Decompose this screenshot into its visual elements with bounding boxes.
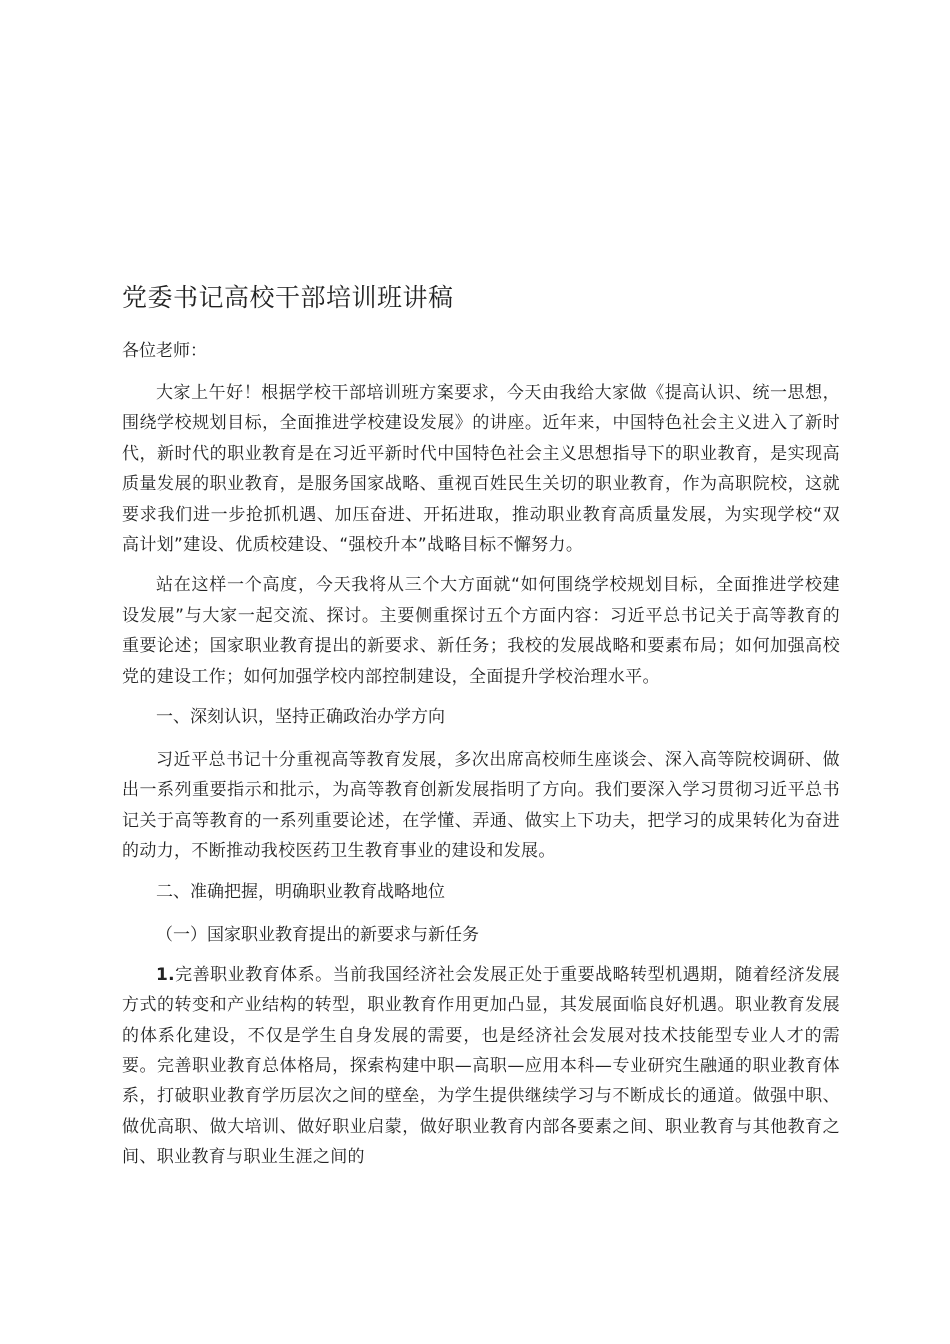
document-body [122, 280, 840, 1183]
document-title: 党委书记高校干部培训班讲稿 [122, 283, 454, 312]
subsection-heading-1: （一）国家职业教育提出的新要求与新任务 [156, 924, 479, 945]
paragraph-section1: 习近平总书记十分重视高等教育发展，多次出席高校师生座谈会、深入高等院校调研、做出一系列重要指示和批示，为高等教育创新发展指明了方向。我们要深入学习贯彻习近平总书记关于高等教育的一系列重要论述，在学懂、弄通、做实上下功夫，把学习的成果转化为奋进的动力，不断推动我校医药卫生教育事业的建设和发展。 [122, 750, 840, 862]
paragraph-overview: 站在这样一个高度，今天我将从三个大方面就“如何围绕学校规划目标，全面推进学校建设发展”与大家一起交流、探讨。主要侧重探讨五个方面内容：习近平总书记关于高等教育的重要论述；国家职业教育提出的新要求、新任务；我校的发展战略和要素布局；如何加强高校党的建设工作；如何加强学校内部控制建设，全面提升学校治理水平。 [122, 575, 840, 687]
item-number: 1. [156, 964, 175, 985]
section-heading-1: 一、深刻认识，坚持正确政治办学方向 [156, 707, 445, 728]
salutation: 各位老师： [122, 341, 207, 361]
section-heading-2: 二、准确把握，明确职业教育战略地位 [156, 881, 445, 902]
paragraph-intro: 大家上午好！根据学校干部培训班方案要求，今天由我给大家做《提高认识、统一思想，围绕学校规划目标，全面推进学校建设发展》的讲座。近年来，中国特色社会主义进入了新时代，新时代的职业教育是在习近平新时代中国特色社会主义思想指导下的职业教育，是实现高质量发展的职业教育，是服务国家战略、重视百姓民生关切的职业教育，作为高职院校，这就要求我们进一步抢抓机遇、加压奋进、开拓进取，推动职业教育高质量发展，为实现学校“双高计划”建设、优质校建设、“强校升本”战略目标不懈努力。 [122, 383, 840, 556]
paragraph-item1 [122, 960, 840, 1173]
item-text: 完善职业教育体系。当前我国经济社会发展正处于重要战略转型机遇期，随着经济发展方式的转变和产业结构的转型，职业教育作用更加凸显，其发展面临良好机遇。职业教育发展的体系化建设，不仅是学生自身发展的需要，也是经济社会发展对技术技能型专业人才的需要。完善职业教育总体格局，探索构建中职—高职—应用本科—专业研究生融通的职业教育体系，打破职业教育学历层次之间的壁垒，为学生提供继续学习与不断成长的通道。做强中职、做优高职、做大培训、做好职业启蒙，做好职业教育内部各要素之间、职业教育与其他教育之间、职业教育与职业生涯之间的 [122, 964, 840, 1168]
